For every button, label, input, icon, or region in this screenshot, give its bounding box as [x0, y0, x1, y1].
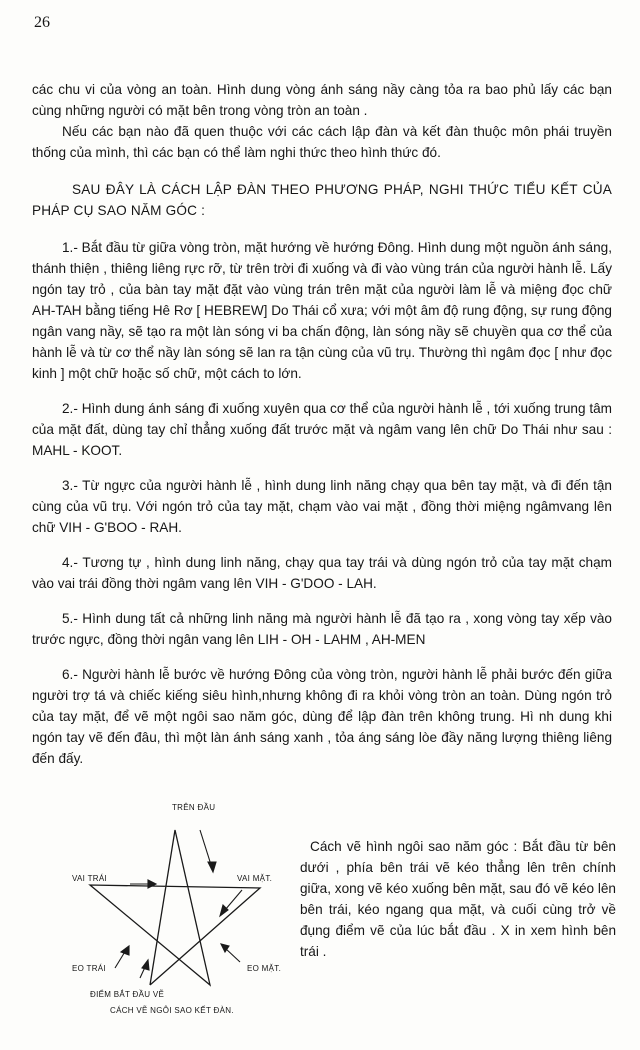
paragraph-tradition: Nếu các bạn nào đã quen thuộc với các cách lập đàn và kết đàn thuộc môn phái truyền thống của mình, thì các bạn có thể làm nghi thức theo hình thức đó.: [32, 124, 612, 160]
figure-description: Cách vẽ hình ngôi sao năm góc : Bắt đầu từ bên dưới , phía bên trái vẽ kéo thẳng lên trên chính giữa, xong vẽ kéo xuống bên mặt, sau đó vẽ kéo lên bên trái, kéo ngang qua mặt, và cuối cùng trở về đụng điểm vẽ của lúc bắt đầu . X in xem hình bên trái .: [300, 839, 616, 959]
step-3: 3.- Từ ngực của người hành lễ , hình dung linh năng chạy qua bên tay mặt, và đi đến tận cùng của vũ trụ. Với ngón trỏ của tay mặt, chạm vào vai mặt , đồng thời miệng ngâmvang lên chữ VIH - G'BOO - RAH.: [32, 478, 612, 535]
label-left-shoulder: VAI TRÁI: [72, 874, 108, 883]
label-left-hip: EO TRÁI: [72, 964, 106, 973]
pentagram-star: [90, 830, 260, 985]
label-right-shoulder: VAI MẶT.: [237, 874, 273, 883]
section-heading: SAU ĐÂY LÀ CÁCH LẬP ĐÀN THEO PHƯƠNG PHÁP, NGHI THỨC TIỂU KẾT CỦA PHÁP CỤ SAO NĂM GÓC :: [32, 182, 612, 218]
pentagram-figure: [60, 800, 295, 1030]
body-text: [32, 79, 612, 769]
step-2: 2.- Hình dung ánh sáng đi xuống xuyên qua cơ thể của người hành lễ , tới xuống trung tâm của mặt đất, dùng tay chỉ thẳng xuống đất trước mặt và ngâm vang lên chữ Do Thái như sau : MAHL - KOOT.: [32, 401, 612, 458]
page-number: 26: [34, 14, 50, 31]
label-start-point: ĐIỂM BẮT ĐẦU VẼ: [90, 990, 165, 999]
step-5: 5.- Hình dung tất cả những linh năng mà người hành lễ đã tạo ra , xong vòng tay xếp vào trước ngực, đồng thời ngân vang lên LIH - OH - LAHM , AH-MEN: [32, 611, 612, 647]
paragraph-continuation: các chu vi của vòng an toàn. Hình dung vòng ánh sáng nầy càng tỏa ra bao phủ lấy các bạn cùng những người có mặt bên trong vòng tròn an toàn .: [32, 82, 612, 118]
step-4: 4.- Tương tự , hình dung linh năng, chạy qua tay trái và dùng ngón trỏ của tay mặt chạm vào vai trái đồng thời ngâm vang lên VIH - G'DOO - LAH.: [32, 555, 612, 591]
arrow-right-hip: [225, 948, 240, 962]
step-6: 6.- Người hành lễ bước về hướng Đông của vòng tròn, người hành lễ phải bước đến giữa người trợ tá và chiếc kiếng siêu hình,nhưng không đi ra khỏi vòng tròn an toàn. Dùng ngón trỏ của tay mặt, để vẽ một ngôi sao năm góc, dùng để lập đàn trên không trung. Hì nh dung khi ngón tay vẽ đến đâu, thì một làn ánh sáng xanh , tỏa áng sáng lòe đầy năng lượng thiêng liêng đến đấy.: [32, 667, 612, 766]
label-top: TRÊN ĐẦU: [172, 803, 216, 812]
label-right-hip: EO MẶT.: [247, 964, 282, 973]
arrow-right-shoulder: [225, 890, 242, 910]
figure-caption: CÁCH VẼ NGÔI SAO KẾT ĐÀN.: [110, 1006, 234, 1015]
step-1: 1.- Bắt đầu từ giữa vòng tròn, mặt hướng về hướng Đông. Hình dung một nguồn ánh sáng, thánh thiện , thiêng liêng rực rỡ, từ trên trời đi xuống và đi vào vùng trán của người hành lễ. Lấy ngón tay trỏ , của bàn tay mặt đặt vào vùng trán trên mặt của người làm lễ và miệng đọc chữ AH-TAH bằng tiếng Hê Rơ [ HEBREW] Do Thái cổ xưa; với một âm độ rung động, sự rung động ngân vang nầy, sẽ tạo ra một làn sóng vi ba chấn động, làn sóng nầy sẽ chuyền qua cơ thể của hành lễ và từ cơ thể nầy làn sóng sẽ lan ra tận cùng của vũ trụ. Thường thì ngâm đọc [ như đọc kinh ] một chữ hoặc số chữ, một cách to lớn.: [32, 240, 612, 381]
